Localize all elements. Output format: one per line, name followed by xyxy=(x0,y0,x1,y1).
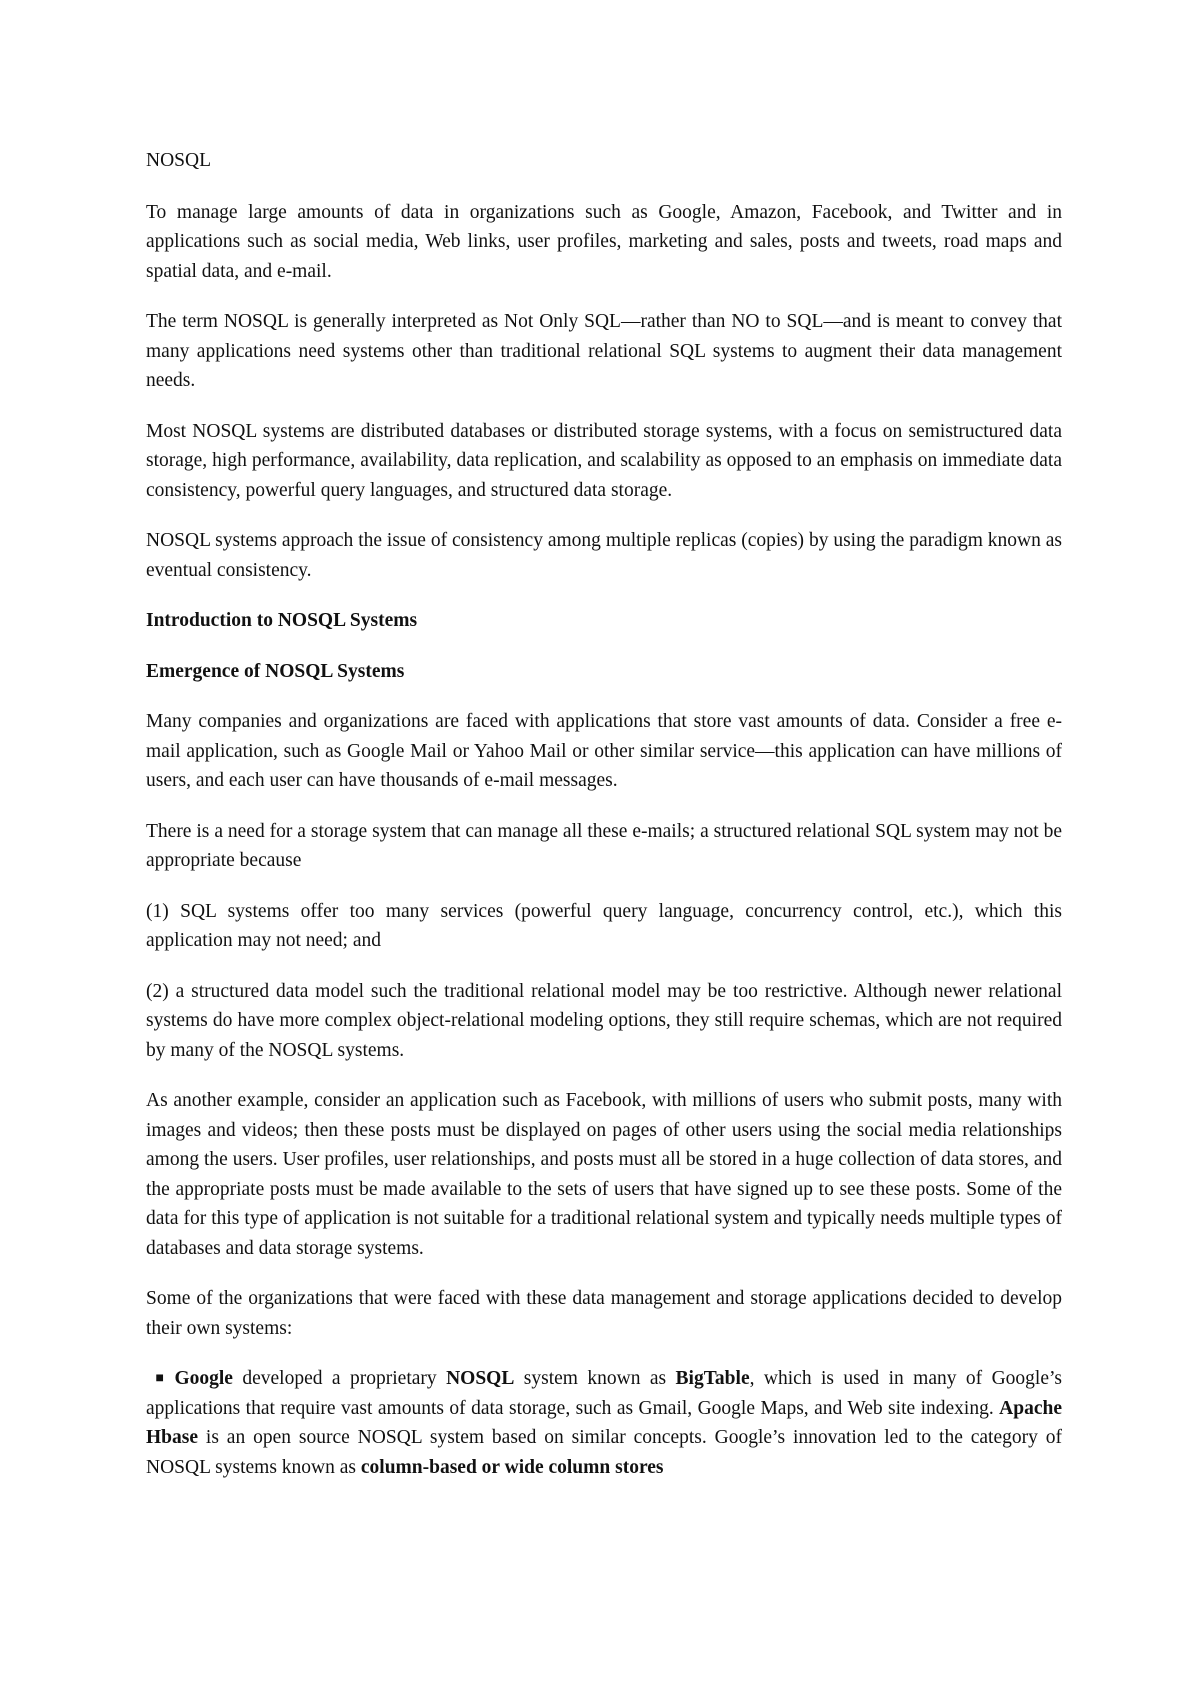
intro-paragraph: To manage large amounts of data in organizations such as Google, Amazon, Facebook, and Twitter and in applications such as social media, Web links, user profiles, marketing and sales, posts and tweets, road maps and spatial data, and e-mail. xyxy=(146,201,1062,282)
bullet-square-icon: ■ xyxy=(155,1371,169,1386)
bullet-google: Google xyxy=(174,1368,233,1389)
organizations-paragraph: Some of the organizations that were faced with these data management and storage applications decided to develop their own systems: xyxy=(146,1288,1062,1339)
reason-two-paragraph: (2) a structured data model such the traditional relational model may be too restrictive. Although newer relational systems do have more complex object-relational modeling options, they still require schemas, which are not required by many of the NOSQL systems. xyxy=(146,980,1062,1061)
facebook-example-paragraph: As another example, consider an application such as Facebook, with millions of users who submit posts, many with images and videos; then these posts must be displayed on pages of other users using the social media relationships among the users. User profiles, user relationships, and posts must all be stored in a huge collection of data stores, and the appropriate posts must be made available to the sets of users that have signed up to see these posts. Some of the data for this type of application is not suitable for a traditional relational system and typically needs multiple types of databases and data storage systems. xyxy=(146,1090,1062,1259)
document-page xyxy=(146,146,1062,1503)
email-example-paragraph: Many companies and organizations are faced with applications that store vast amounts of data. Consider a free e-mail application, such as Google Mail or Yahoo Mail or other similar service—this application can have millions of users, and each user can have thousands of e-mail messages. xyxy=(146,711,1062,791)
bullet-apache-hbase: Apache Hbase xyxy=(146,1397,1062,1448)
bullet-text-3: , which is used in many of Google’s applications that require vast amounts of data storage, such as Gmail, Google Maps, and Web site indexing. xyxy=(146,1368,1063,1419)
bullet-column-stores: column-based or wide column stores xyxy=(360,1456,664,1478)
section-heading-introduction: Introduction to NOSQL Systems xyxy=(146,610,418,631)
bullet-nosql: NOSQL xyxy=(446,1368,515,1389)
bullet-text-4: is an open source NOSQL system based on similar concepts. Google’s innovation led to the category of NOSQL systems known as xyxy=(146,1427,1062,1478)
bullet-text-2: system known as xyxy=(514,1368,676,1389)
distributed-systems-paragraph: Most NOSQL systems are distributed databases or distributed storage systems, with a focus on semistructured data storage, high performance, availability, data replication, and scalability as opposed to an emphasis on immediate data consistency, powerful query languages, and structured data storage. xyxy=(146,420,1062,501)
section-heading-emergence: Emergence of NOSQL Systems xyxy=(146,660,405,682)
document-title: NOSQL xyxy=(146,150,212,171)
bullet-text-1: developed a proprietary xyxy=(232,1368,447,1389)
google-bullet-item xyxy=(146,1364,1062,1482)
storage-need-paragraph: There is a need for a storage system that can manage all these e-mails; a structured relational SQL system may not be appropriate because xyxy=(146,820,1062,871)
nosql-term-paragraph: The term NOSQL is generally interpreted as Not Only SQL—rather than NO to SQL—and is meant to convey that many applications need systems other than traditional relational SQL systems to augment their data management needs. xyxy=(146,311,1062,391)
reason-one-paragraph: (1) SQL systems offer too many services (powerful query language, concurrency control, etc.), which this application may not need; and xyxy=(146,900,1062,951)
bullet-bigtable: BigTable xyxy=(675,1368,750,1389)
consistency-paragraph: NOSQL systems approach the issue of consistency among multiple replicas (copies) by using the paradigm known as eventual consistency. xyxy=(146,530,1062,581)
